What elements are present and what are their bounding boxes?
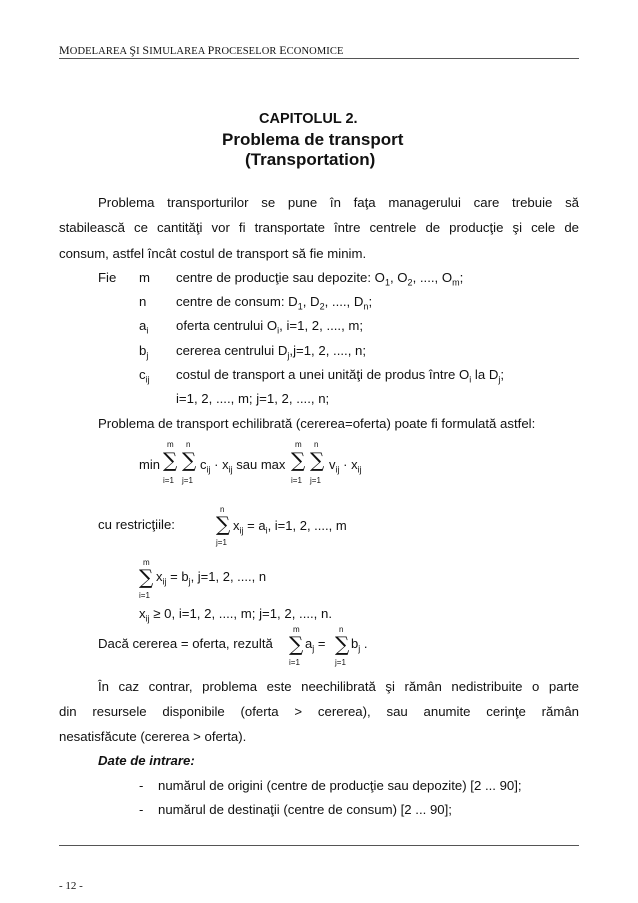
def-b: $b_j$ (139, 343, 149, 361)
unbalanced-line-3: nesatisfăcute (cererea > oferta). (59, 729, 247, 744)
intro-line-2: stabilească ce cantităţi vor fi transportate între centrele de producţie şi cele de (59, 220, 579, 235)
intro-line-3: consum, astfel încât costul de transport să fie minim. (59, 246, 367, 261)
inputs-dash-1: - (139, 778, 144, 793)
inputs-dash-2: - (139, 802, 144, 817)
footer-rule (59, 845, 579, 846)
constraints-label: cu restricţiile: (98, 517, 175, 532)
def-c-indices: i=1, 2, ...., m; j=1, 2, ...., n; (176, 391, 330, 406)
chapter-subtitle: (Transportation) (245, 150, 376, 169)
def-m-desc: centre de producţie sau depozite: $O_1$, $O_2$, ...., $O_m$; (176, 270, 464, 288)
page-number: - 12 - (59, 880, 83, 892)
def-a-desc: oferta centrului $O_i$, i=1, 2, ...., m; (176, 318, 364, 336)
intro-line-1: Problema transporturilor se pune în faţa managerului care trebuie să (98, 195, 579, 210)
def-a: $a_i$ (139, 318, 149, 336)
balance-text: Dacă cererea = oferta, rezultă (98, 636, 273, 651)
def-m: m (139, 270, 150, 285)
running-header: MODELAREA ŞI SIMULAREA PROCESELOR ECONOMICE (59, 43, 344, 57)
unbalanced-line-2: din resursele disponibile (oferta > cererea), sau anumite cerinţe rămân (59, 704, 579, 719)
inputs-title: Date de intrare: (98, 753, 195, 768)
def-c: $c_{ij}$ (139, 367, 150, 385)
unbalanced-line-1: În caz contrar, problema este neechilibrată şi rămân nedistribuite o parte (98, 679, 579, 694)
nonneg-constraint: $x_{ij} \ge 0$, i=1, 2, ...., m; j=1, 2, ...., n. (139, 606, 333, 624)
def-b-desc: cererea centrului $D_j,j=1$, 2, ...., n; (176, 343, 367, 361)
def-fie: Fie (98, 270, 117, 285)
balanced-text: Problema de transport echilibrată (cererea=oferta) poate fi formulată astfel: (98, 416, 536, 431)
inputs-item-2: numărul de destinaţii (centre de consum) [2 ... 90]; (158, 802, 452, 817)
def-c-desc: costul de transport a unei unităţi de produs între $O_i$ la $D_j$; (176, 367, 505, 385)
chapter-label: CAPITOLUL 2. (259, 111, 358, 127)
def-n-desc: centre de consum: $D_1$, $D_2$, ...., $D_n$; (176, 294, 373, 312)
header-rule (59, 58, 579, 59)
def-n: n (139, 294, 147, 309)
chapter-title: Problema de transport (222, 130, 404, 149)
inputs-item-1: numărul de origini (centre de producţie sau depozite) [2 ... 90]; (158, 778, 522, 793)
